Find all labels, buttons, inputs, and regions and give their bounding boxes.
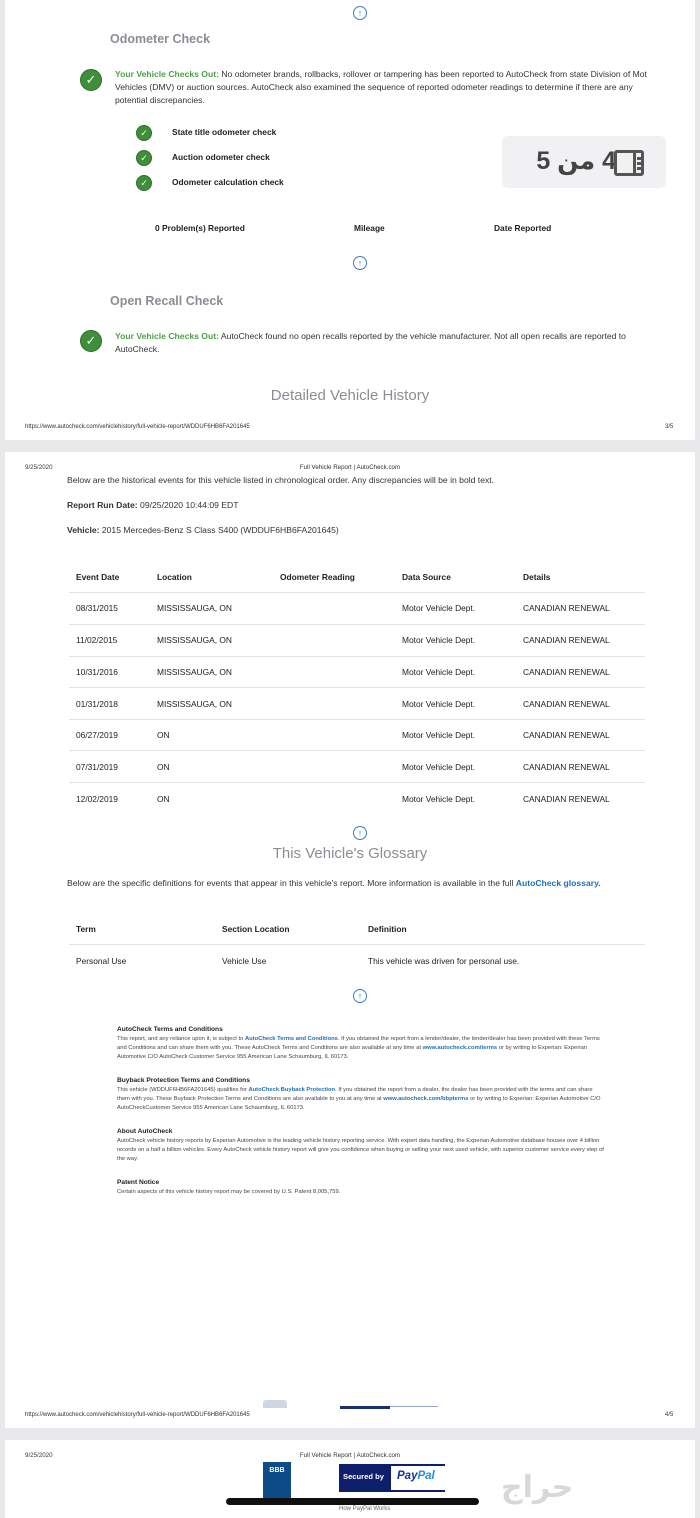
col-data-source: Data Source (402, 572, 451, 582)
state-title-odometer-check: State title odometer check (172, 127, 277, 137)
loading-fragment (263, 1400, 287, 1408)
event-details: CANADIAN RENEWAL (523, 699, 610, 709)
paypal-logo (397, 1470, 435, 1482)
print-date: 9/25/2020 (25, 1452, 53, 1459)
paypal-logo-box (391, 1466, 445, 1490)
secured-by-paypal-badge[interactable] (339, 1464, 445, 1492)
page-counter-text: 4 من 5 (536, 147, 616, 175)
check-circle-icon: ✓ (80, 330, 102, 352)
glossary-definition: This vehicle was driven for personal use. (368, 956, 520, 966)
event-source: Motor Vehicle Dept. (402, 603, 476, 613)
history-intro: Below are the historical events for this vehicle listed in chronological order. Any discrepancies will be in bold text. (67, 475, 495, 485)
terms-title: AutoCheck Terms and Conditions (117, 1026, 223, 1033)
back-to-top-icon[interactable]: ↑ (353, 826, 367, 840)
page-panel-icon[interactable] (614, 150, 644, 176)
odometer-check-title: Odometer Check (110, 32, 211, 46)
event-details: CANADIAN RENEWAL (523, 794, 610, 804)
terms-text (117, 1035, 607, 1062)
checks-out-label: Your Vehicle Checks Out: (115, 69, 219, 79)
patent-text: Certain aspects of this vehicle history report may be covered by U.S. Patent 8,005,759. (117, 1189, 341, 1195)
event-source: Motor Vehicle Dept. (402, 667, 476, 677)
event-date: 06/27/2019 (76, 730, 118, 740)
event-location: MISSISSAUGA, ON (157, 699, 232, 709)
event-date: 01/31/2018 (76, 699, 118, 709)
scroll-indicator (340, 1406, 390, 1409)
buyback-link[interactable]: AutoCheck Buyback Protection (248, 1087, 336, 1093)
terms-url-link[interactable]: www.autocheck.com/terms (422, 1045, 498, 1051)
event-location: ON (157, 794, 170, 804)
mileage-header: Mileage (354, 223, 385, 233)
secured-by-label: Secured by (343, 1472, 384, 1481)
check-circle-icon: ✓ (136, 125, 152, 141)
event-location: ON (157, 730, 170, 740)
bbb-accredited-badge[interactable] (263, 1462, 291, 1500)
check-circle-icon: ✓ (136, 175, 152, 191)
footer-page-number: 3/5 (665, 424, 674, 430)
event-source: Motor Vehicle Dept. (402, 762, 476, 772)
col-details: Details (523, 572, 551, 582)
back-to-top-icon[interactable]: ↑ (353, 256, 367, 270)
event-location: MISSISSAUGA, ON (157, 667, 232, 677)
glossary-title: This Vehicle's Glossary (272, 845, 428, 862)
report-page-5 (5, 1440, 695, 1518)
buyback-text-part: . If you obtained the report from a dealer, the dealer has been provided with the terms and can share them with you. These Buyback Protection Terms and Conditions are also available to you at any time at (117, 1087, 593, 1102)
table-divider (69, 624, 645, 625)
run-date-label: Report Run Date: (67, 500, 138, 510)
event-details: CANADIAN RENEWAL (523, 730, 610, 740)
event-source: Motor Vehicle Dept. (402, 699, 476, 709)
about-title: About AutoCheck (117, 1128, 173, 1135)
odometer-summary (115, 68, 650, 107)
odometer-calculation-check: Odometer calculation check (172, 177, 284, 187)
scroll-track (390, 1406, 438, 1407)
vehicle-value: 2015 Mercedes-Benz S Class S400 (WDDUF6HB6FA201645) (99, 525, 339, 535)
event-source: Motor Vehicle Dept. (402, 730, 476, 740)
event-location: ON (157, 762, 170, 772)
col-location: Location (157, 572, 192, 582)
col-odometer-reading: Odometer Reading (280, 572, 355, 582)
auction-odometer-check: Auction odometer check (172, 152, 270, 162)
open-recall-title: Open Recall Check (110, 294, 224, 308)
event-date: 08/31/2015 (76, 603, 118, 613)
print-header-title: Full Vehicle Report | AutoCheck.com (299, 464, 401, 471)
recall-summary-text: AutoCheck found no open recalls reported by the vehicle manufacturer. Not all open recalls are reported to AutoCheck. (115, 331, 626, 354)
buyback-title: Buyback Protection Terms and Conditions (117, 1077, 250, 1084)
footer-page-number: 4/5 (665, 1412, 674, 1418)
checks-out-label: Your Vehicle Checks Out: (115, 331, 219, 341)
terms-text-part: . If you obtained the report from a lender/dealer, the lender/dealer has been provided with these Terms and Conditions and can share them with you. These AutoCheck Terms and Conditions are also available at any time at (117, 1036, 600, 1051)
terms-text-part: or by writing to Experian: Experian Automotive C/O AutoCheck Customer Service 955 American Lane Schaumburg, IL 60173. (117, 1045, 588, 1060)
table-divider (69, 687, 645, 688)
back-to-top-icon[interactable]: ↑ (353, 6, 367, 20)
check-circle-icon: ✓ (136, 150, 152, 166)
buyback-text-part: This vehicle (WDDUF6HB6FA201645) qualifies for (117, 1087, 249, 1093)
buyback-text-part: or by writing to Experian: Experian Automotive C/O AutoCheckCustomer Service 955 American Lane Schaumburg, IL 60173. (117, 1096, 601, 1111)
detailed-history-title: Detailed Vehicle History (270, 387, 430, 404)
glossary-intro-text: Below are the specific definitions for events that appear in this vehicle's report. More information is available in the full (67, 878, 516, 888)
event-source: Motor Vehicle Dept. (402, 794, 476, 804)
buyback-url-link[interactable]: www.autocheck.com/bbpterms (383, 1096, 469, 1102)
event-details: CANADIAN RENEWAL (523, 603, 610, 613)
odometer-summary-text: No odometer brands, rollbacks, rollover or tampering has been reported to AutoCheck from state Division of Mot Vehicles (DMV) or auction sources. AutoCheck also examined the sequence of reported odometer readings to determine if there are any potential discrepancies. (115, 69, 647, 105)
event-date: 11/02/2015 (76, 635, 118, 645)
table-divider (69, 750, 645, 751)
table-divider (69, 944, 645, 945)
glossary-link[interactable]: AutoCheck glossary. (515, 878, 601, 888)
report-run-date (67, 499, 239, 512)
vehicle-label: Vehicle: (67, 525, 100, 535)
run-date-value: 09/25/2020 10:44:09 EDT (137, 500, 239, 510)
print-header-title: Full Vehicle Report | AutoCheck.com (299, 1452, 401, 1459)
col-definition: Definition (368, 924, 407, 934)
table-divider (69, 782, 645, 783)
terms-link[interactable]: AutoCheck Terms and Conditions (244, 1036, 338, 1042)
event-date: 10/31/2016 (76, 667, 118, 677)
footer-url-link[interactable]: https://www.autocheck.com/vehiclehistory/full-vehicle-report/WDDUF6HB6FA201645 (25, 424, 250, 430)
glossary-intro (67, 877, 601, 890)
page-counter-badge[interactable] (502, 136, 666, 188)
glossary-section: Vehicle Use (222, 956, 267, 966)
date-reported-header: Date Reported (494, 223, 552, 233)
how-paypal-works-link[interactable]: How PayPal Works (339, 1506, 391, 1512)
recall-summary (115, 330, 650, 356)
paypal-logo-pay: Pay (397, 1470, 418, 1482)
report-page-4 (5, 452, 695, 1428)
event-date: 12/02/2019 (76, 794, 118, 804)
event-location: MISSISSAUGA, ON (157, 635, 232, 645)
problems-reported-header: 0 Problem(s) Reported (155, 223, 245, 233)
glossary-term: Personal Use (76, 956, 127, 966)
event-details: CANADIAN RENEWAL (523, 762, 610, 772)
col-section-location: Section Location (222, 924, 290, 934)
back-to-top-icon[interactable]: ↑ (353, 989, 367, 1003)
event-location: MISSISSAUGA, ON (157, 603, 232, 613)
table-divider (69, 719, 645, 720)
patent-title: Patent Notice (117, 1179, 160, 1186)
paypal-logo-pal: Pal (417, 1470, 435, 1482)
event-details: CANADIAN RENEWAL (523, 667, 610, 677)
buyback-text (117, 1086, 607, 1113)
print-date: 9/25/2020 (25, 464, 53, 471)
event-source: Motor Vehicle Dept. (402, 635, 476, 645)
bbb-label: BBB (269, 1467, 285, 1474)
terms-text-part: This report, and any reliance upon it, is subject to (117, 1036, 245, 1042)
report-page-3 (5, 0, 695, 440)
home-indicator[interactable] (226, 1498, 479, 1505)
about-text: AutoCheck vehicle history reports by Experian Automotive is the leading vehicle history reporting service. With expert data handling, the Experian Automotive database houses over 4 billion records on a half a billion vehicles. Every AutoCheck vehicle history report will give you confidence when buying or selling your next used vehicle, with superior customer service every step of the way. (117, 1138, 604, 1162)
col-term: Term (76, 924, 96, 934)
table-divider (69, 656, 645, 657)
event-date: 07/31/2019 (76, 762, 118, 772)
haraj-watermark: حراج (501, 1471, 574, 1504)
col-event-date: Event Date (76, 572, 120, 582)
table-divider (69, 592, 645, 593)
vehicle-info (67, 524, 339, 537)
footer-url-link[interactable]: https://www.autocheck.com/vehiclehistory/full-vehicle-report/WDDUF6HB6FA201645 (25, 1412, 250, 1418)
check-circle-icon: ✓ (80, 69, 102, 91)
event-details: CANADIAN RENEWAL (523, 635, 610, 645)
